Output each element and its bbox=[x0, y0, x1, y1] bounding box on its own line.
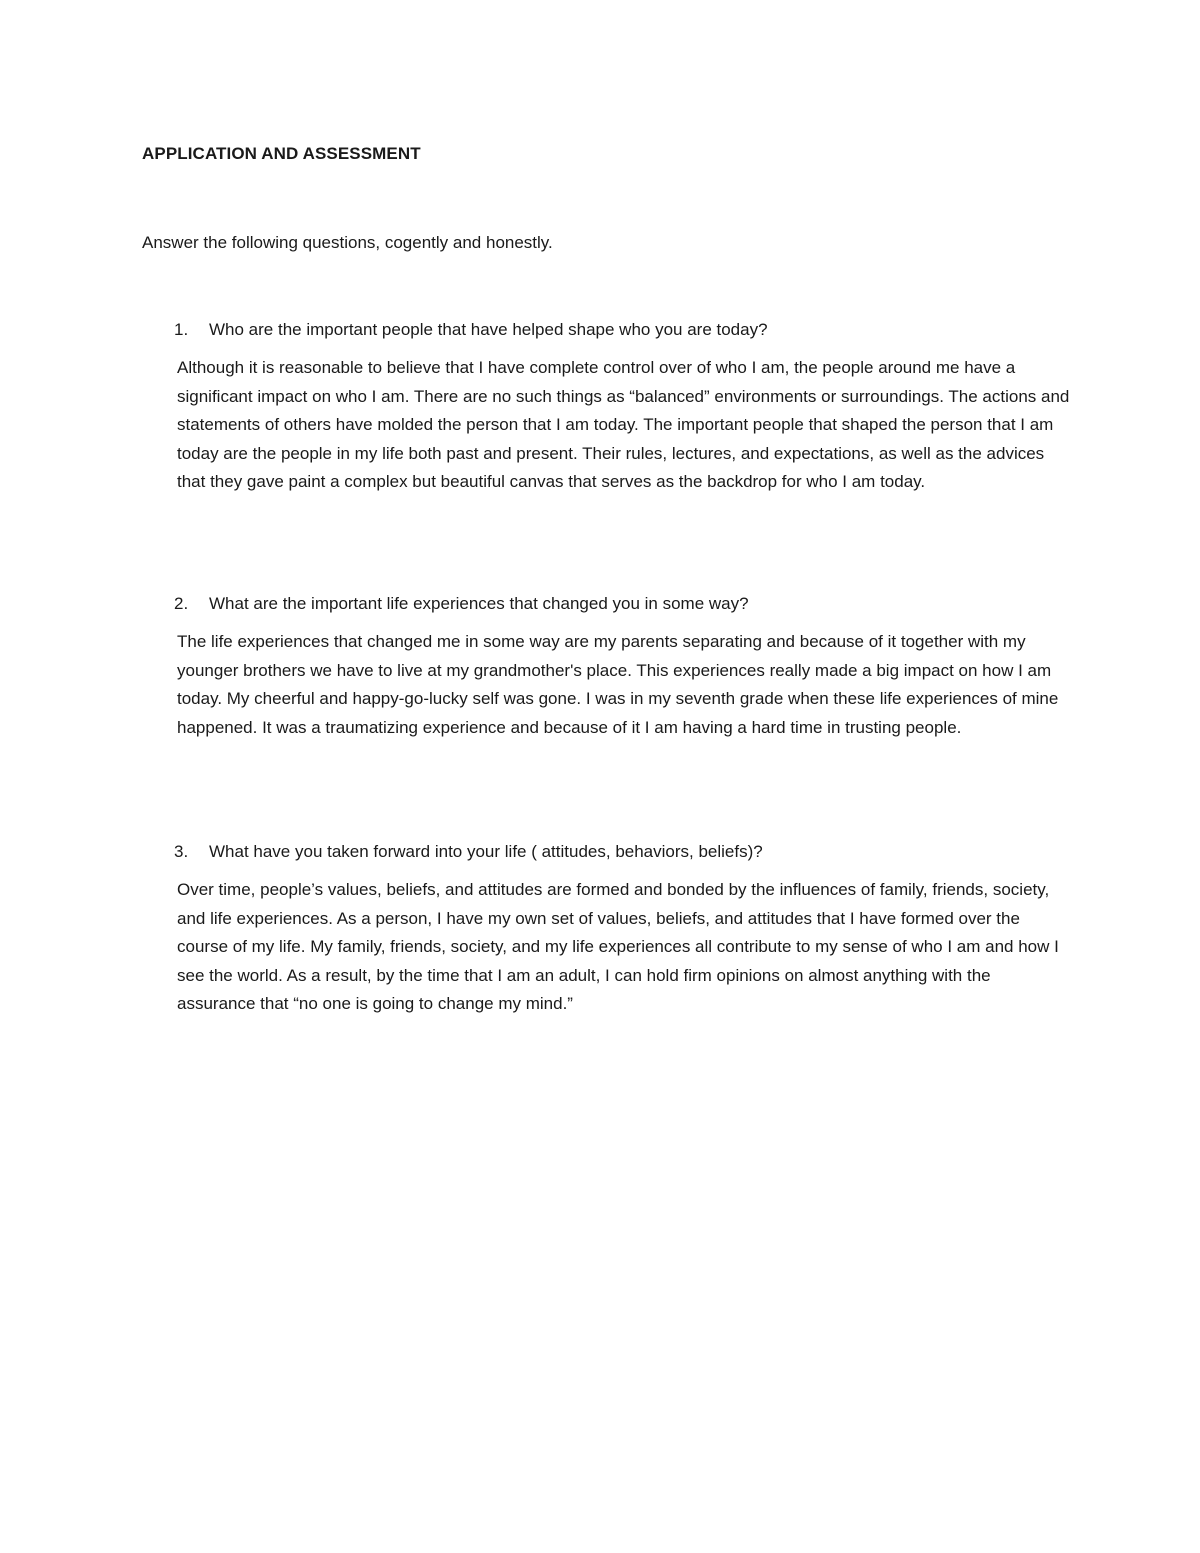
question-block-3 bbox=[142, 842, 1072, 1019]
answer-3: Over time, people’s values, beliefs, and attitudes are formed and bonded by the influences of family, friends, society, and life experiences. As a person, I have my own set of values, beliefs, and attitudes that I have formed over the course of my life. My family, friends, society, and my life experiences all contribute to my sense of who I am and how I see the world. As a result, by the time that I am an adult, I can hold firm opinions on almost anything with the assurance that “no one is going to change my mind.” bbox=[177, 880, 1059, 1013]
question-3 bbox=[142, 842, 1072, 862]
answer-1: Although it is reasonable to believe that I have complete control over of who I am, the people around me have a significant impact on who I am. There are no such things as “balanced” environments or surroundings. The actions and statements of others have molded the person that I am today. The important people that shaped the person that I am today are the people in my life both past and present. Their rules, lectures, and expectations, as well as the advices that they gave paint a complex but beautiful canvas that serves as the backdrop for who I am today. bbox=[177, 358, 1070, 491]
question-number: 2. bbox=[174, 594, 189, 613]
question-text: Who are the important people that have helped shape who you are today? bbox=[209, 320, 768, 339]
answer-2: The life experiences that changed me in some way are my parents separating and because of it together with my younger brothers we have to live at my grandmother's place. This experiences really made a big impact on how I am today. My cheerful and happy-go-lucky self was gone. I was in my seventh grade when these life experiences of mine happened. It was a traumatizing experience and because of it I am having a hard time in trusting people. bbox=[177, 632, 1059, 737]
question-text: What are the important life experiences that changed you in some way? bbox=[209, 594, 749, 613]
question-block-1 bbox=[142, 320, 1072, 497]
instructions-text: Answer the following questions, cogently and honestly. bbox=[142, 233, 553, 252]
question-1 bbox=[142, 320, 1072, 340]
question-number: 1. bbox=[174, 320, 189, 339]
question-text: What have you taken forward into your life ( attitudes, behaviors, beliefs)? bbox=[209, 842, 763, 861]
document-title: APPLICATION AND ASSESSMENT bbox=[142, 144, 421, 163]
question-number: 3. bbox=[174, 842, 189, 861]
question-2 bbox=[142, 594, 1072, 614]
question-block-2 bbox=[142, 594, 1072, 742]
